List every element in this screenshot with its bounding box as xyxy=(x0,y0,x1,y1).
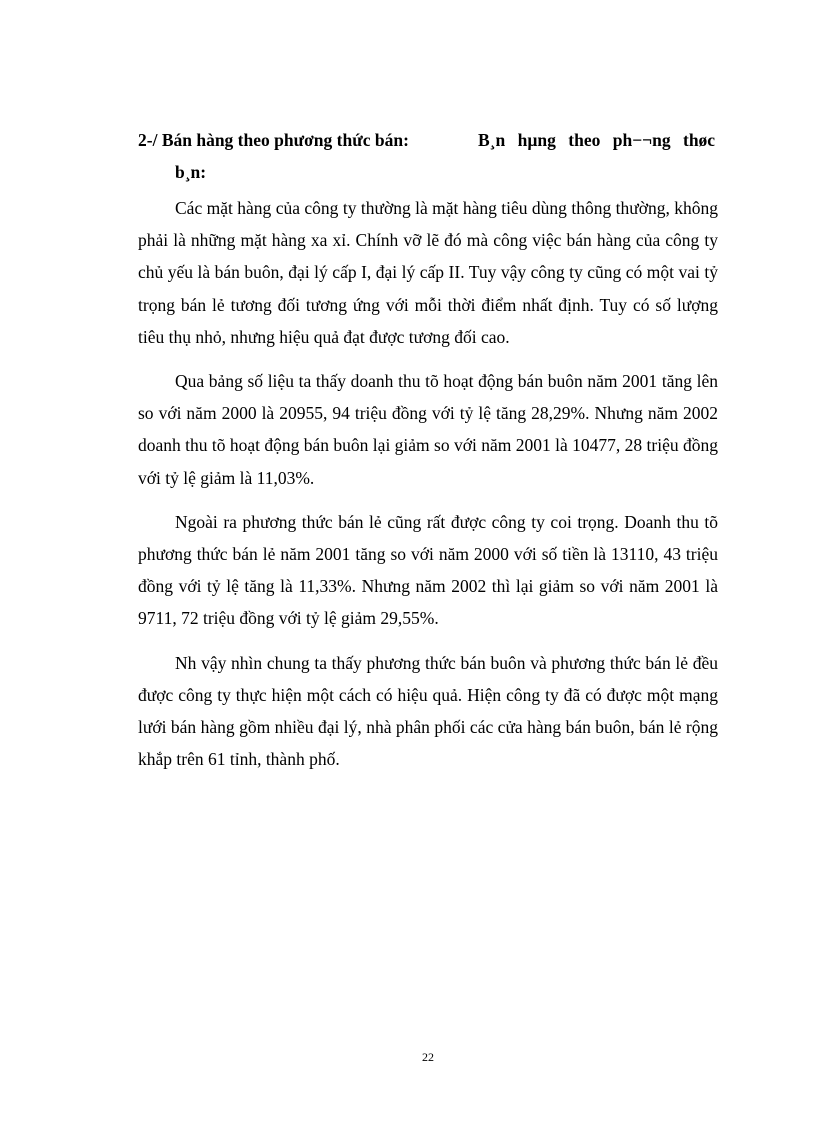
section-heading-title: 2-/ Bán hàng theo phương thức bán: xyxy=(138,130,409,150)
paragraph-3: Ngoài ra phương thức bán lẻ cũng rất được công ty coi trọng. Doanh thu tõ phương thức bán lẻ năm 2001 tăng so với năm 2000 với số tiền là 13110, 43 triệu đồng với tỷ lệ tăng là 11,33%. Nhưng năm 2002 thì lại giảm so với năm 2001 là 9711, 72 triệu đồng với tỷ lệ giảm 29,55%. xyxy=(138,511,718,629)
paragraph-4: Nh vậy nhìn chung ta thấy phương thức bán buôn và phương thức bán lẻ đều được công ty thực hiện một cách có hiệu quả. Hiện công ty đã có được một mạng lưới bán hàng gồm nhiều đại lý, nhà phân phối các cửa hàng bán buôn, bán lẻ rộng khắp trên 61 tỉnh, thành phố. xyxy=(138,652,718,770)
section-heading xyxy=(138,124,718,188)
page-number: 22 xyxy=(422,1050,434,1064)
paragraph-2: Qua bảng số liệu ta thấy doanh thu tõ hoạt động bán buôn năm 2001 tăng lên so với năm 2000 là 20955, 94 triệu đồng với tỷ lệ tăng 28,29%. Nhưng năm 2002 doanh thu tõ hoạt động bán buôn lại giảm so với năm 2001 là 10477, 28 triệu đồng với tỷ lệ giảm là 11,03%. xyxy=(138,371,718,488)
section-heading-garbled: B¸n hµng theo ph−¬ng thøc xyxy=(478,130,716,150)
body-text xyxy=(138,192,718,787)
section-heading-garbled-continuation: b¸n: xyxy=(175,162,207,182)
paragraph-1: Các mặt hàng của công ty thường là mặt hàng tiêu dùng thông thường, không phải là những mặt hàng xa xỉ. Chính vỡ lẽ đó mà công việc bán hàng của công ty chủ yếu là bán buôn, đại lý cấp I, đại lý cấp II. Tuy vậy công ty cũng có một vai tỷ trọng bán lẻ tương đối tương ứng với mỗi thời điểm nhất định. Tuy có số lượng tiêu thụ nhỏ, nhưng hiệu quả đạt được tương đối cao. xyxy=(138,198,718,347)
